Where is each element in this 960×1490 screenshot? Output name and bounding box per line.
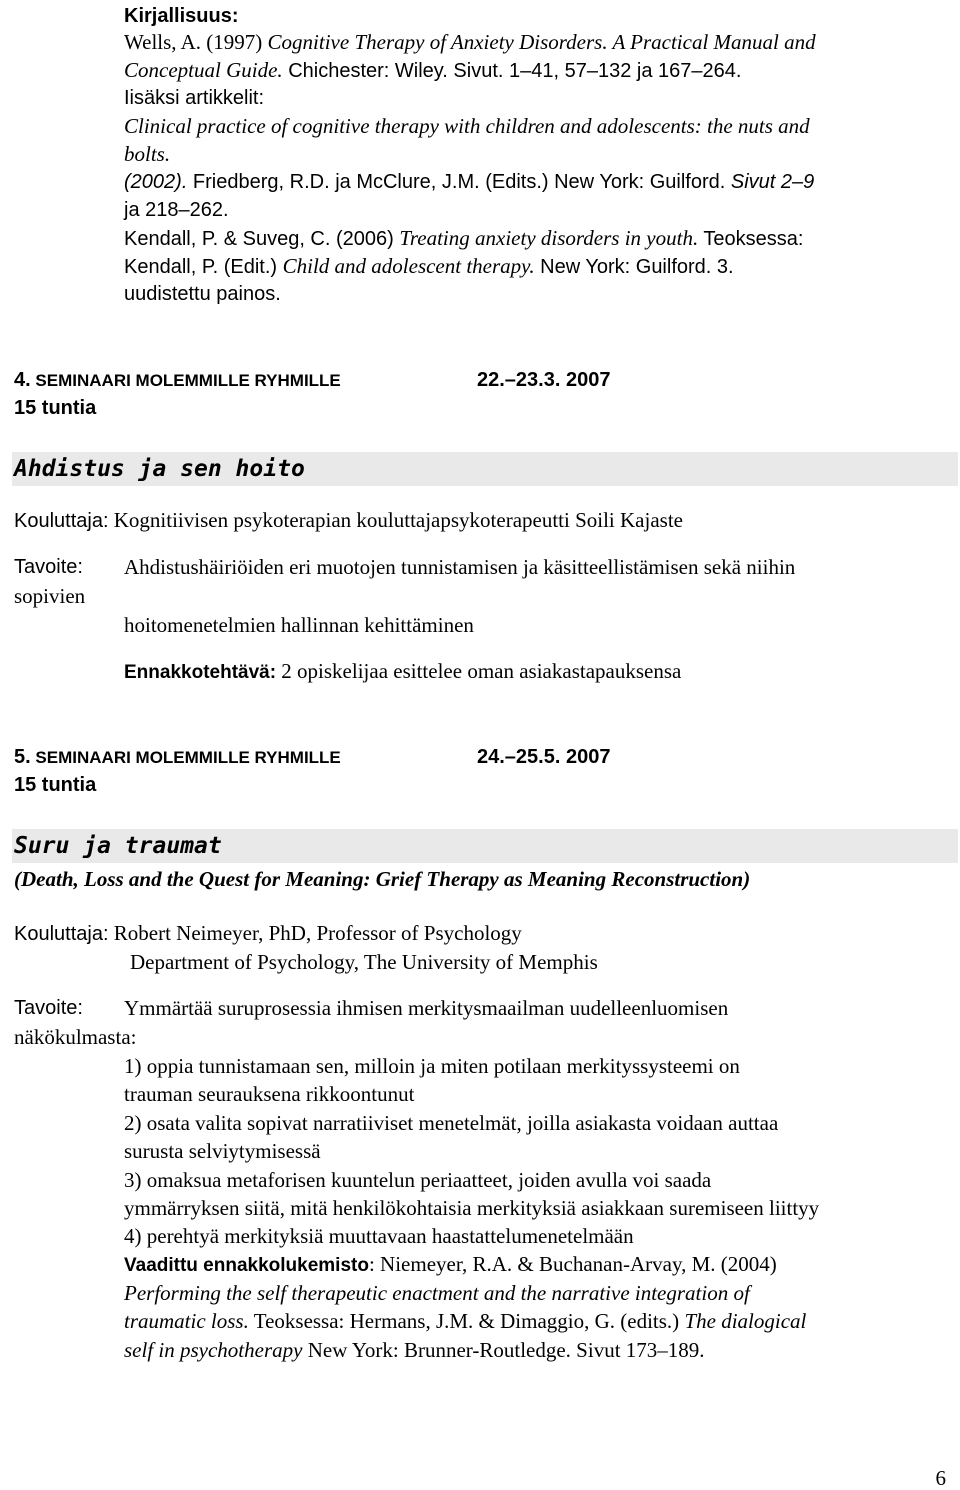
goal-point: 2) osata valita sopivat narratiiviset menetelmät, joilla asiakasta voidaan auttaa (124, 1111, 779, 1135)
reference-wells-cont (124, 56, 741, 85)
goal-point: ymmärryksen siitä, mitä henkilökohtaisia merkityksiä asiakkaan suremiseen liittyy (124, 1196, 820, 1220)
seminar-label-visible: SEMINAARI MOLEMMILLE RYHMILLE (35, 371, 341, 390)
reference-publisher: New York: Guilford. 3. (534, 256, 734, 278)
seminar-5-goal-label: Tavoite: (14, 997, 83, 1019)
reference-publisher: Chichester: Wiley. Sivut. 1–41, 57–132 ja 167–264. (282, 60, 742, 82)
reference-pages: Sivut 2–9 (730, 171, 815, 193)
seminar-5-reading (124, 1250, 777, 1280)
goal-point: 3) omaksua metaforisen kuuntelun periaatteet, joiden avulla voi saada (124, 1168, 712, 1192)
seminar-5-dates: 24.–25.5. 2007 (477, 746, 611, 768)
reference-kendall (124, 224, 803, 253)
reference-publisher: Friedberg, R.D. ja McClure, J.M. (Edits.) New York: Guilford. (187, 171, 731, 193)
seminar-4-goal-left: sopivien (14, 584, 86, 608)
reading-in: Teoksessa: Hermans, J.M. & Dimaggio, G. (edits.) (248, 1309, 685, 1333)
extra-articles-label: Iisäksi artikkelit: (124, 87, 265, 109)
reading-text: : Niemeyer, R.A. & Buchanan-Arvay, M. (2004) (368, 1252, 777, 1276)
literature-title: Kirjallisuus: (124, 5, 239, 27)
seminar-4-label: 4. SEMINAARI MOLEMMILLE RYHMILLE (14, 369, 341, 391)
seminar-4-dates: 22.–23.3. 2007 (477, 369, 611, 391)
reference-friedberg-title: Clinical practice of cognitive therapy with children and adolescents: the nuts and (124, 114, 810, 138)
seminar-4-goal-label: Tavoite: (14, 556, 83, 578)
seminar-4-goal-text-cont: hoitomenetelmien hallinnan kehittäminen (124, 613, 474, 637)
reference-kendall-cont (124, 252, 734, 281)
seminar-5-goal-text: Ymmärtää suruprosessia ihmisen merkitysmaailman uudelleenluomisen (124, 996, 729, 1020)
goal-point: surusta selviytymisessä (124, 1139, 321, 1163)
seminar-4-goal-text: Ahdistushäiriöiden eri muotojen tunnistamisen ja käsitteellistämisen sekä niihin (124, 555, 796, 579)
seminar-4-trainer (14, 506, 683, 535)
reading-publisher: New York: Brunner-Routledge. Sivut 173–189. (302, 1338, 705, 1362)
reading-title: Performing the self therapeutic enactment and the narrative integration of (124, 1281, 750, 1305)
reading-book-end: self in psychotherapy (124, 1338, 303, 1362)
reference-title: Conceptual Guide. (124, 58, 283, 82)
reference-book: Child and adolescent therapy. (282, 254, 535, 278)
goal-point: 4) perehtyä merkityksiä muuttavaan haastattelumenetelmään (124, 1224, 634, 1248)
trainer-text: Robert Neimeyer, PhD, Professor of Psychology (108, 921, 522, 945)
reference-in: Teoksessa: (698, 228, 804, 250)
seminar-5-label: 5. SEMINAARI MOLEMMILLE RYHMILLE (14, 746, 341, 768)
reference-title: Cognitive Therapy of Anxiety Disorders. A Practical Manual and (267, 30, 816, 54)
reading-cont (124, 1307, 806, 1335)
seminar-5-trainer-dept: Department of Psychology, The University of Memphis (130, 950, 598, 974)
trainer-label: Kouluttaja: (14, 923, 109, 945)
goal-point: trauman seurauksena rikkoontunut (124, 1082, 415, 1106)
seminar-5-hours: 15 tuntia (14, 774, 97, 796)
reference-friedberg (124, 168, 814, 196)
seminar-5-trainer (14, 919, 522, 948)
reference-author: Wells, A. (1997) (124, 30, 268, 54)
reference-friedberg-pages: ja 218–262. (124, 199, 229, 221)
reference-author: Kendall, P. & Suveg, C. (2006) (124, 228, 400, 250)
reference-title: Treating anxiety disorders in youth. (399, 226, 699, 250)
trainer-text: Kognitiivisen psykoterapian kouluttajapsykoterapeutti Soili Kajaste (108, 508, 683, 532)
seminar-5-subtitle: (Death, Loss and the Quest for Meaning: Grief Therapy as Meaning Reconstruction) (14, 867, 751, 891)
reading-title-end: traumatic loss. (124, 1309, 249, 1333)
reference-year: (2002). (124, 171, 188, 193)
reference-editor: Kendall, P. (Edit.) (124, 256, 283, 278)
seminar-5-goal-cont: näkökulmasta: (14, 1025, 137, 1049)
reference-wells (124, 28, 816, 56)
trainer-label: Kouluttaja: (14, 510, 109, 532)
seminar-4-hours: 15 tuntia (14, 397, 97, 419)
seminar-label-visible: SEMINAARI MOLEMMILLE RYHMILLE (35, 748, 341, 767)
reading-label: Vaadittu ennakkolukemisto (124, 1255, 369, 1276)
seminar-4-topic: Ahdistus ja sen hoito (14, 456, 305, 482)
seminar-5-topic: Suru ja traumat (14, 833, 222, 859)
page-number: 6 (935, 1466, 946, 1490)
reading-cont-2 (124, 1336, 705, 1364)
reference-friedberg-title-cont: bolts. (124, 142, 171, 166)
prep-label: Ennakkotehtävä: (124, 662, 277, 683)
goal-point: 1) oppia tunnistamaan sen, milloin ja miten potilaan merkityssysteemi on (124, 1054, 740, 1078)
seminar-4-prep (124, 657, 681, 687)
prep-text: 2 opiskelijaa esittelee oman asiakastapauksensa (276, 659, 682, 683)
reading-book: The dialogical (684, 1309, 807, 1333)
reference-kendall-edition: uudistettu painos. (124, 283, 281, 305)
